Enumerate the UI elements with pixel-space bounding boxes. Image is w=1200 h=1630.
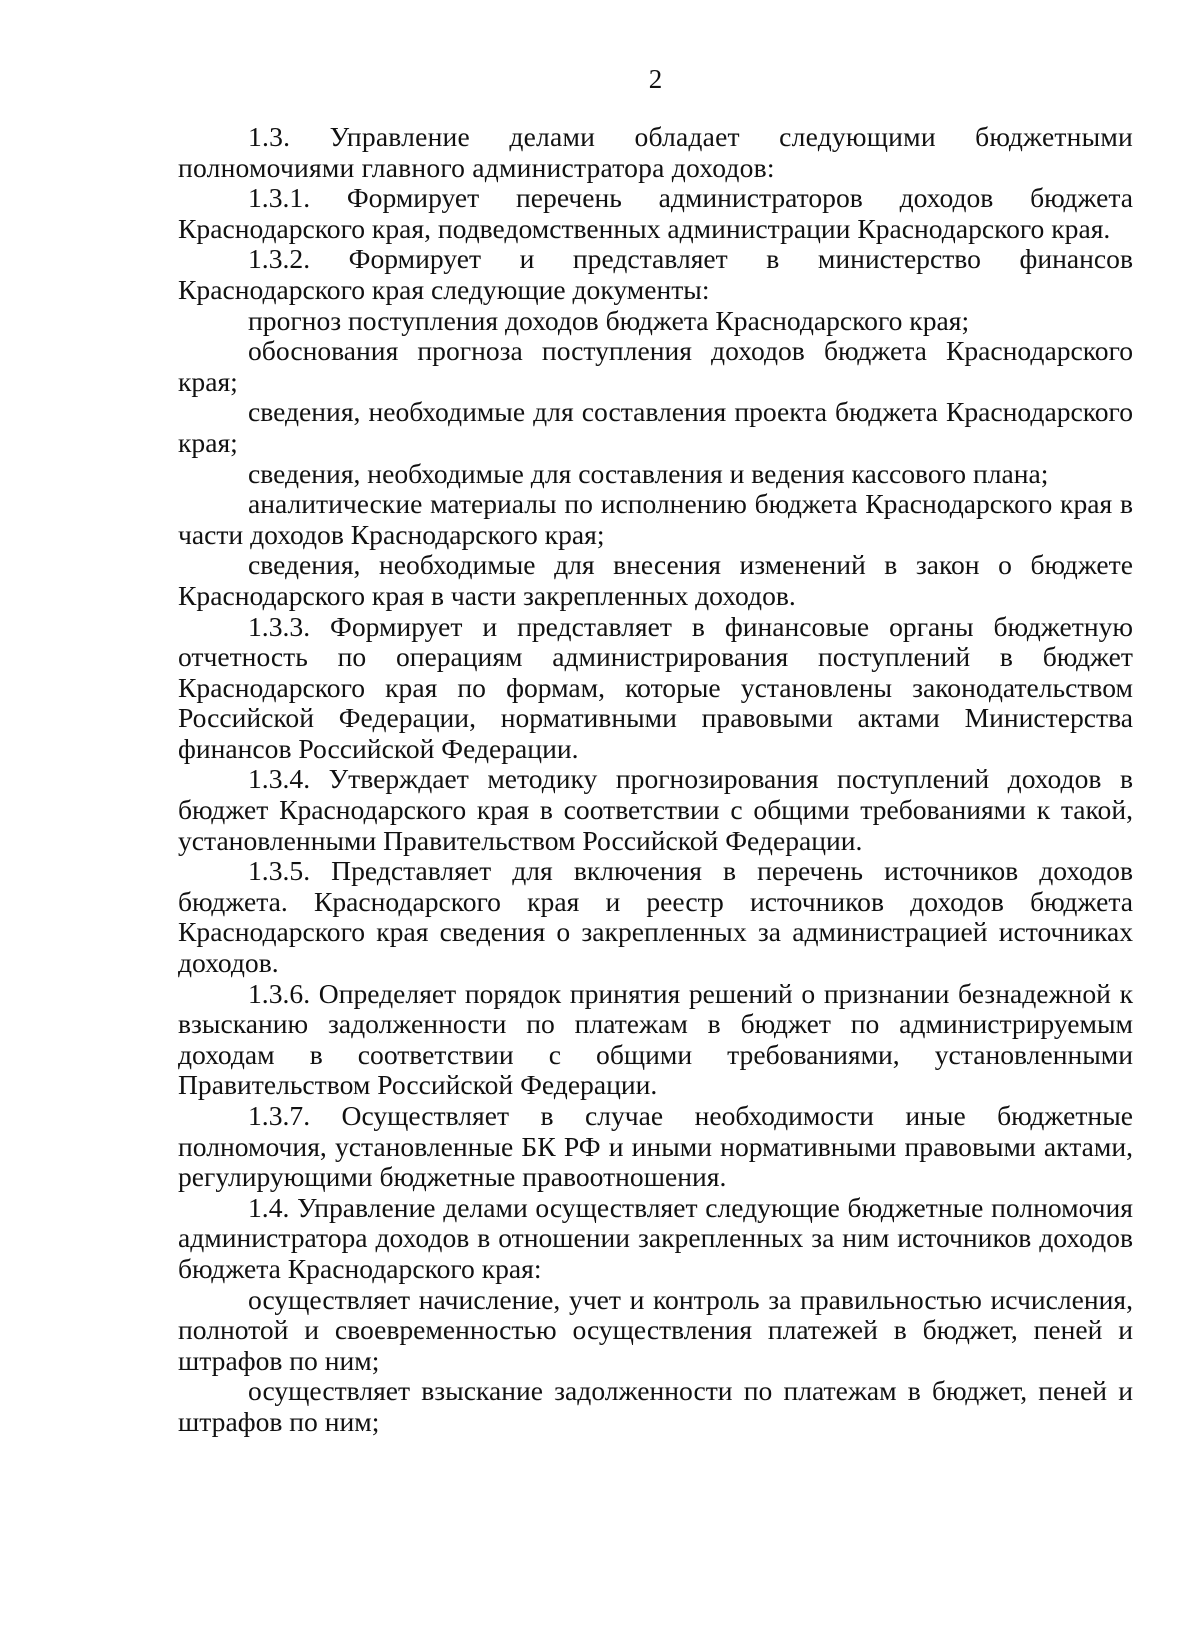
paragraph-1-3-1: 1.3.1. Формирует перечень администраторов доходов бюджета Краснодарского края, подведомственных администрации Краснодарского края. [178,182,1133,244]
paragraph-1-3-3: 1.3.3. Формирует и представляет в финансовые органы бюджетную отчетность по операциям администрирования поступлений в бюджет Краснодарского края по формам, которые установлены законодательством Российской Федерации, нормативными правовыми актами Министерства финансов Российской Федерации. [178,610,1133,764]
list-item-cash-plan-info: сведения, необходимые для составления и ведения кассового плана; [248,457,1049,489]
list-item-analytical-materials: аналитические материалы по исполнению бюджета Краснодарского края в части доходов Краснодарского края; [178,488,1133,550]
document-body [178,122,1133,1438]
paragraph-1-3-2: 1.3.2. Формирует и представляет в министерство финансов Краснодарского края следующие документы: [178,243,1133,305]
list-item-accrual-control: осуществляет начисление, учет и контроль за правильностью исчисления, полнотой и своевременностью осуществления платежей в бюджет, пеней и штрафов по ним; [178,1283,1133,1376]
paragraph-1-3-7: 1.3.7. Осуществляет в случае необходимости иные бюджетные полномочия, установленные БК РФ и иными нормативными правовыми актами, регулирующими бюджетные правоотношения. [178,1100,1133,1193]
paragraph-1-3: 1.3. Управление делами обладает следующими бюджетными полномочиями главного администратора доходов: [178,121,1133,183]
list-item-law-amendment-info: сведения, необходимые для внесения изменений в закон о бюджете Краснодарского края в части закрепленных доходов. [178,549,1133,611]
list-item-budget-draft-info: сведения, необходимые для составления проекта бюджета Краснодарского края; [178,396,1133,458]
list-item-forecast: прогноз поступления доходов бюджета Краснодарского края; [248,304,970,336]
paragraph-1-3-5: 1.3.5. Представляет для включения в перечень источников доходов бюджета. Краснодарского края и реестр источников доходов бюджета Краснодарского края сведения о закрепленных за администрацией источниках доходов. [178,855,1133,979]
page-number: 2 [648,64,663,94]
paragraph-1-4: 1.4. Управление делами осуществляет следующие бюджетные полномочия администратора доходов в отношении закрепленных за ним источников доходов бюджета Краснодарского края: [178,1191,1133,1284]
list-item-debt-collection: осуществляет взыскание задолженности по платежам в бюджет, пеней и штрафов по ним; [178,1375,1133,1437]
paragraph-1-3-4: 1.3.4. Утверждает методику прогнозирования поступлений доходов в бюджет Краснодарского края в соответствии с общими требованиями к такой, установленными Правительством Российской Федерации. [178,763,1133,856]
page-content [178,62,1133,1438]
paragraph-1-3-6: 1.3.6. Определяет порядок принятия решений о признании безнадежной к взысканию задолженности по платежам в бюджет по администрируемым доходам в соответствии с общими требованиями, установленными Правительством Российской Федерации. [178,977,1133,1101]
list-item-forecast-justification: обоснования прогноза поступления доходов бюджета Краснодарского края; [178,335,1133,397]
